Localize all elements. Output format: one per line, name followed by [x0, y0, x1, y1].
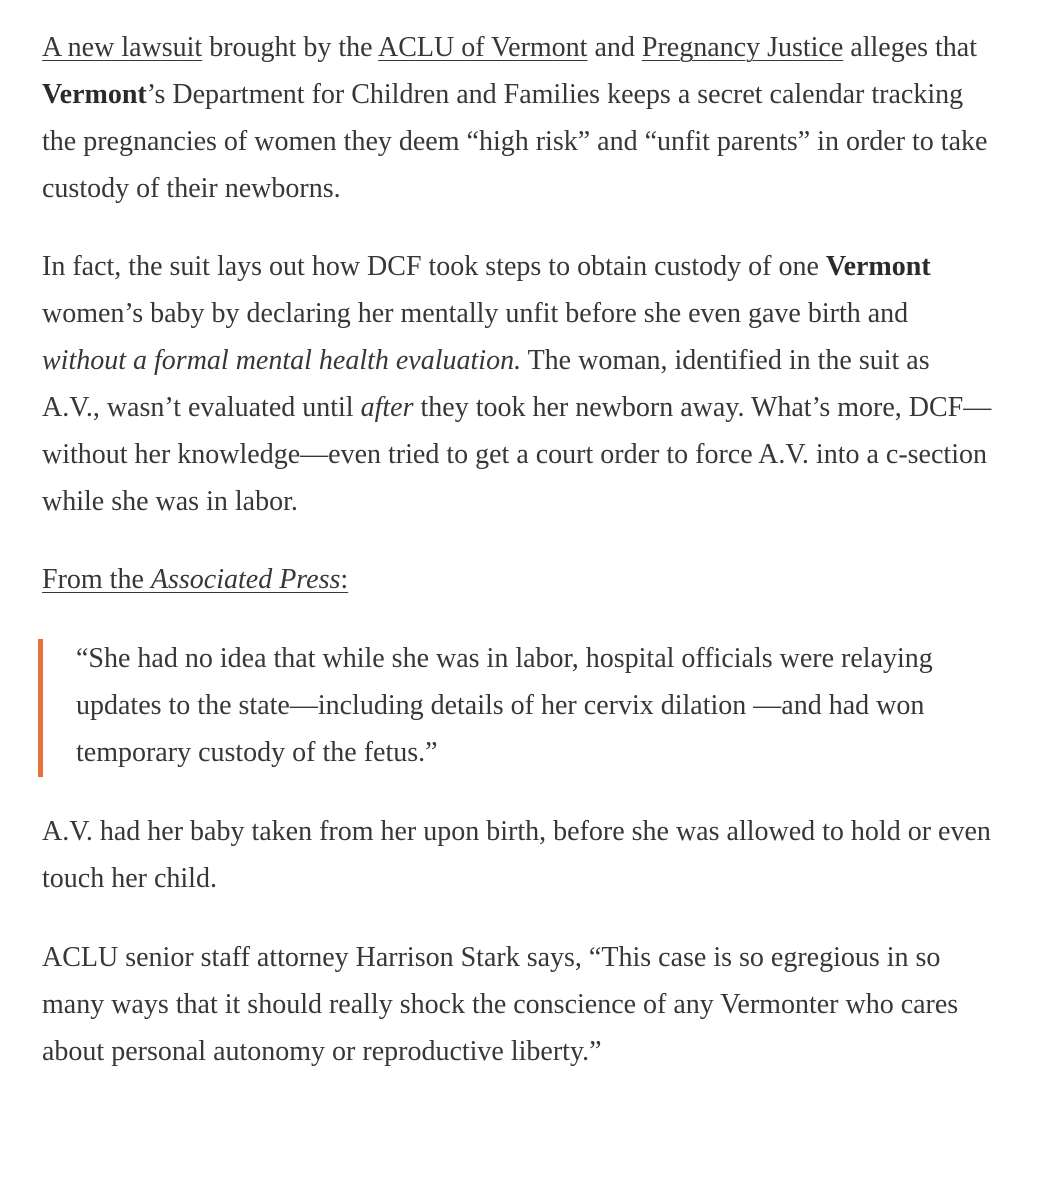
link-prefix: From the [42, 564, 151, 595]
text-span: alleges that [843, 32, 978, 63]
paragraph-lawsuit-intro [42, 24, 992, 212]
article-body [42, 24, 992, 1106]
bold-vermont: Vermont [42, 79, 147, 110]
text-span: brought by the [202, 32, 378, 63]
text-span: The woman, identified in the suit as A.V., wasn’t evaluated until [42, 345, 930, 423]
paragraph-aclu-quote: ACLU senior staff attorney Harrison Stark says, “This case is so egregious in so many ways that it should really shock the conscience of any Vermonter who cares about personal autonomy or reproductive liberty.” [42, 942, 959, 1067]
text-span: In fact, the suit lays out how DCF took steps to obtain custody of one [42, 251, 826, 282]
text-span: they took her newborn away. What’s more, DCF—without her knowledge—even tried to get a court order to force A.V. into a c-section while she was in labor. [42, 392, 992, 517]
link-associated-press[interactable] [42, 564, 348, 595]
text-span: and [587, 32, 642, 63]
link-pregnancy-justice[interactable]: Pregnancy Justice [641, 32, 844, 63]
source-line [42, 556, 992, 603]
paragraph-baby-taken: A.V. had her baby taken from her upon birth, before she was allowed to hold or even touch her child. [42, 816, 991, 894]
italic-after: after [360, 392, 414, 423]
text-span: women’s baby by declaring her mentally unfit before she even gave birth and [42, 298, 909, 329]
italic-no-evaluation: without a formal mental health evaluation. [42, 345, 522, 376]
link-new-lawsuit[interactable]: A new lawsuit [42, 32, 203, 63]
paragraph-suit-details [42, 243, 992, 525]
bold-vermont: Vermont [825, 251, 931, 282]
link-associated-press-name: Associated Press [150, 564, 341, 595]
blockquote-text: “She had no idea that while she was in labor, hospital officials were relaying updates to the state—including details of her cervix dilation —and had won temporary custody of the fetus.” [76, 643, 933, 768]
blockquote-accent-bar [38, 639, 43, 777]
blockquote [42, 635, 1006, 776]
link-suffix: : [340, 564, 349, 595]
link-aclu-of-vermont[interactable]: ACLU of Vermont [377, 32, 588, 63]
text-span: ’s Department for Children and Families keeps a secret calendar tracking the pregnancies of women they deem “high risk” and “unfit parents” in order to take custody of their newborns. [42, 79, 988, 204]
